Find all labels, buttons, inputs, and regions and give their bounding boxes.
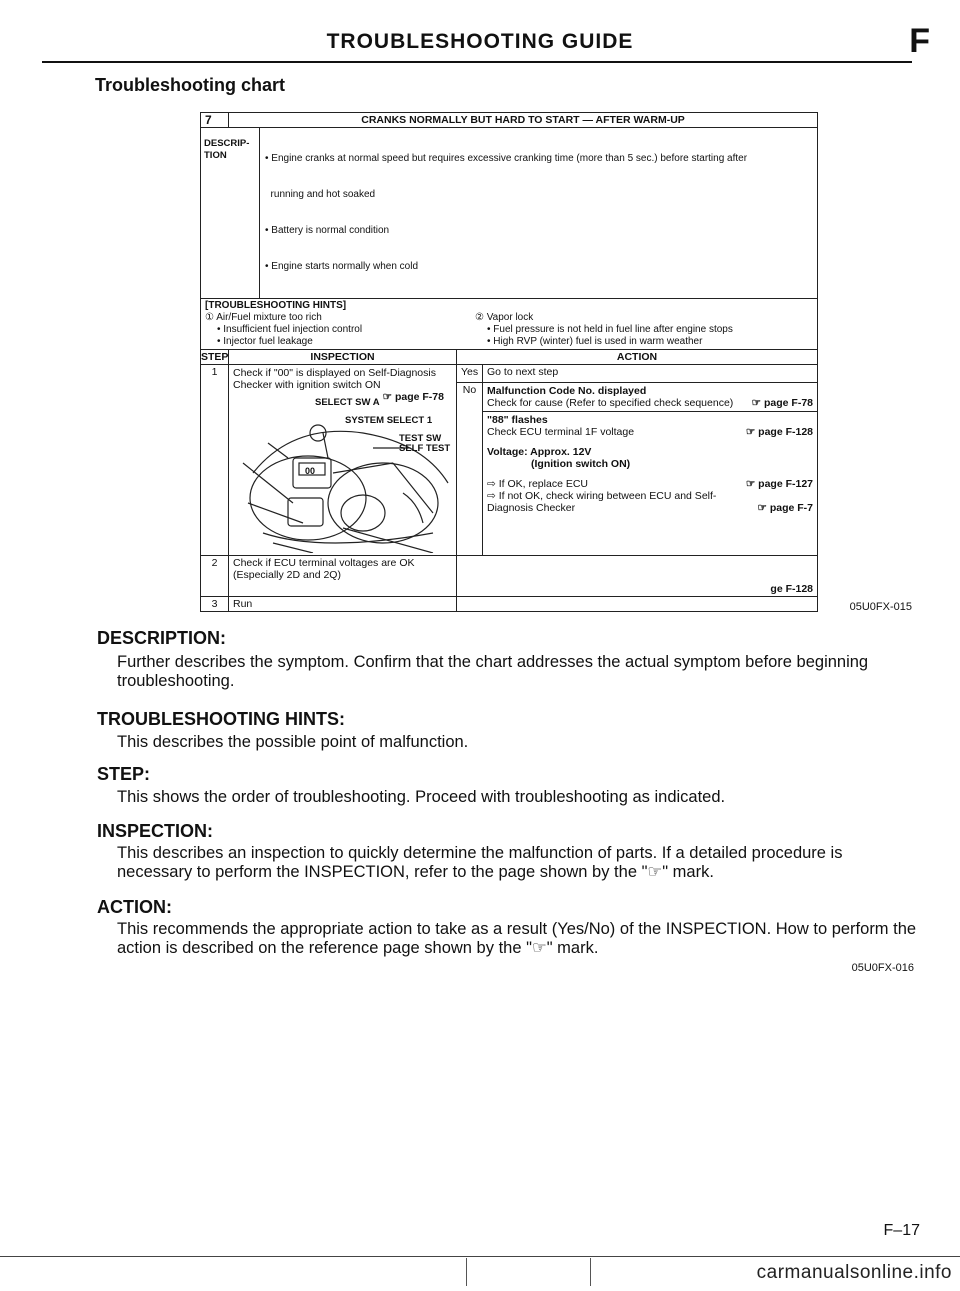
chart-symptom-title: CRANKS NORMALLY BUT HARD TO START — AFTER WARM-UP bbox=[229, 113, 818, 128]
section-heading-step: STEP: bbox=[97, 764, 151, 784]
step-2-inspection: Check if ECU terminal voltages are OK (Especially 2D and 2Q) bbox=[229, 556, 457, 597]
flash-88-title: "88" flashes bbox=[487, 413, 548, 426]
chart-title: Troubleshooting chart bbox=[95, 75, 286, 95]
hint-2-title: ② Vapor lock bbox=[475, 312, 534, 323]
col-step: STEP bbox=[201, 351, 229, 363]
section-heading-hints: TROUBLESHOOTING HINTS: bbox=[97, 709, 345, 729]
hint-1-title: ① Air/Fuel mixture too rich bbox=[205, 312, 322, 323]
step-3-inspection: Run bbox=[229, 597, 457, 612]
hint-1-item: • Insufficient fuel injection control bbox=[217, 324, 363, 335]
col-inspection: INSPECTION bbox=[229, 350, 457, 365]
flash-88-text: Check ECU terminal 1F voltage bbox=[487, 425, 635, 438]
voltage-title: Voltage: Approx. 12V bbox=[487, 445, 592, 458]
replace-ecu-text: ⇨ If OK, replace ECU bbox=[487, 477, 588, 490]
hint-2-item: • High RVP (winter) fuel is used in warm weather bbox=[487, 336, 703, 347]
description-row bbox=[201, 128, 818, 299]
footer-divider bbox=[0, 1256, 960, 1257]
replace-ecu-ref: ☞ page F-127 bbox=[745, 477, 814, 490]
header-divider bbox=[42, 61, 912, 63]
step-2-ref: ge F-128 bbox=[457, 556, 818, 597]
hint-2-item: • Fuel pressure is not held in fuel line after engine stops bbox=[487, 324, 733, 335]
section-text-action: This recommends the appropriate action to take as a result (Yes/No) of the INSPECTION. How to perform the action is described on the reference page shown by the "☞" mark. bbox=[117, 920, 917, 957]
troubleshooting-chart bbox=[200, 112, 817, 610]
section-letter: F bbox=[909, 22, 930, 60]
section-heading-action: ACTION: bbox=[97, 897, 172, 917]
step-number: 1 bbox=[201, 365, 229, 556]
section-text-description: Further describes the symptom. Confirm that the chart addresses the actual symptom before beginning troubleshooting. bbox=[117, 653, 869, 690]
chart-number: 7 bbox=[201, 113, 229, 128]
select-sw-label: SELECT SW A bbox=[315, 397, 380, 408]
system-select-label: SYSTEM SELECT 1 bbox=[345, 415, 433, 426]
flash-88-ref: ☞ page F-128 bbox=[745, 425, 814, 438]
test-sw-label: TEST SW bbox=[399, 433, 442, 444]
footer-tick bbox=[466, 1258, 467, 1286]
page-number: F–17 bbox=[883, 1222, 920, 1239]
description-line: running and hot soaked bbox=[265, 189, 376, 200]
step-1-inspection-ref: ☞ page F-78 bbox=[382, 391, 444, 403]
voltage-sub: (Ignition switch ON) bbox=[531, 457, 631, 470]
malfunction-code-text: Check for cause (Refer to specified check sequence) bbox=[487, 396, 734, 409]
self-test-label: SELF TEST bbox=[399, 443, 451, 454]
figure-code: 05U0FX-016 bbox=[851, 962, 914, 974]
section-text-hints: This describes the possible point of malfunction. bbox=[117, 733, 469, 751]
chart-title-row bbox=[201, 113, 818, 128]
check-wiring-text: ⇨ If not OK, check wiring between ECU and Self-Diagnosis Checker bbox=[487, 489, 717, 514]
malfunction-code-ref: ☞ page F-78 bbox=[751, 396, 814, 409]
yes-label: Yes bbox=[457, 365, 483, 383]
checker-display: 00 bbox=[305, 466, 316, 476]
description-line: • Battery is normal condition bbox=[265, 225, 390, 236]
step-number: 3 bbox=[201, 597, 229, 612]
description-line: • Engine cranks at normal speed but requires excessive cranking time (more than 5 sec.) before starting after bbox=[265, 153, 748, 164]
hint-1-item: • Injector fuel leakage bbox=[217, 336, 313, 347]
step-1-yes-row bbox=[201, 365, 818, 383]
watermark[interactable]: carmanualsonline.info bbox=[756, 1262, 952, 1283]
section-heading-inspection: INSPECTION: bbox=[97, 821, 214, 841]
hints-row bbox=[201, 299, 818, 350]
section-text-inspection: This describes an inspection to quickly determine the malfunction of parts. If a detailed procedure is necessary to perform the INSPECTION, refer to the page shown by the "☞" mark. bbox=[117, 844, 843, 881]
figure-code: 05U0FX-015 bbox=[849, 601, 912, 613]
step-2-row bbox=[201, 556, 818, 597]
column-header-row bbox=[201, 350, 818, 365]
malfunction-code-title: Malfunction Code No. displayed bbox=[487, 384, 647, 397]
step-number: 2 bbox=[201, 556, 229, 597]
description-line: • Engine starts normally when cold bbox=[265, 261, 419, 272]
section-heading-description: DESCRIPTION: bbox=[97, 628, 227, 648]
page-header-title: TROUBLESHOOTING GUIDE bbox=[326, 30, 634, 53]
step-1-inspection: Check if "00" is displayed on Self-Diagnosis Checker with ignition switch ON bbox=[233, 367, 436, 391]
hints-label: [TROUBLESHOOTING HINTS] bbox=[205, 300, 347, 311]
check-wiring-ref: ☞ page F-7 bbox=[757, 501, 814, 514]
footer-tick bbox=[590, 1258, 591, 1286]
step-3-row bbox=[201, 597, 818, 612]
col-action: ACTION bbox=[457, 350, 818, 365]
description-label: DESCRIP- TION bbox=[201, 128, 260, 298]
section-text-step: This shows the order of troubleshooting. Proceed with troubleshooting as indicated. bbox=[117, 788, 726, 806]
no-label: No bbox=[457, 382, 483, 555]
yes-action: Go to next step bbox=[483, 365, 818, 383]
